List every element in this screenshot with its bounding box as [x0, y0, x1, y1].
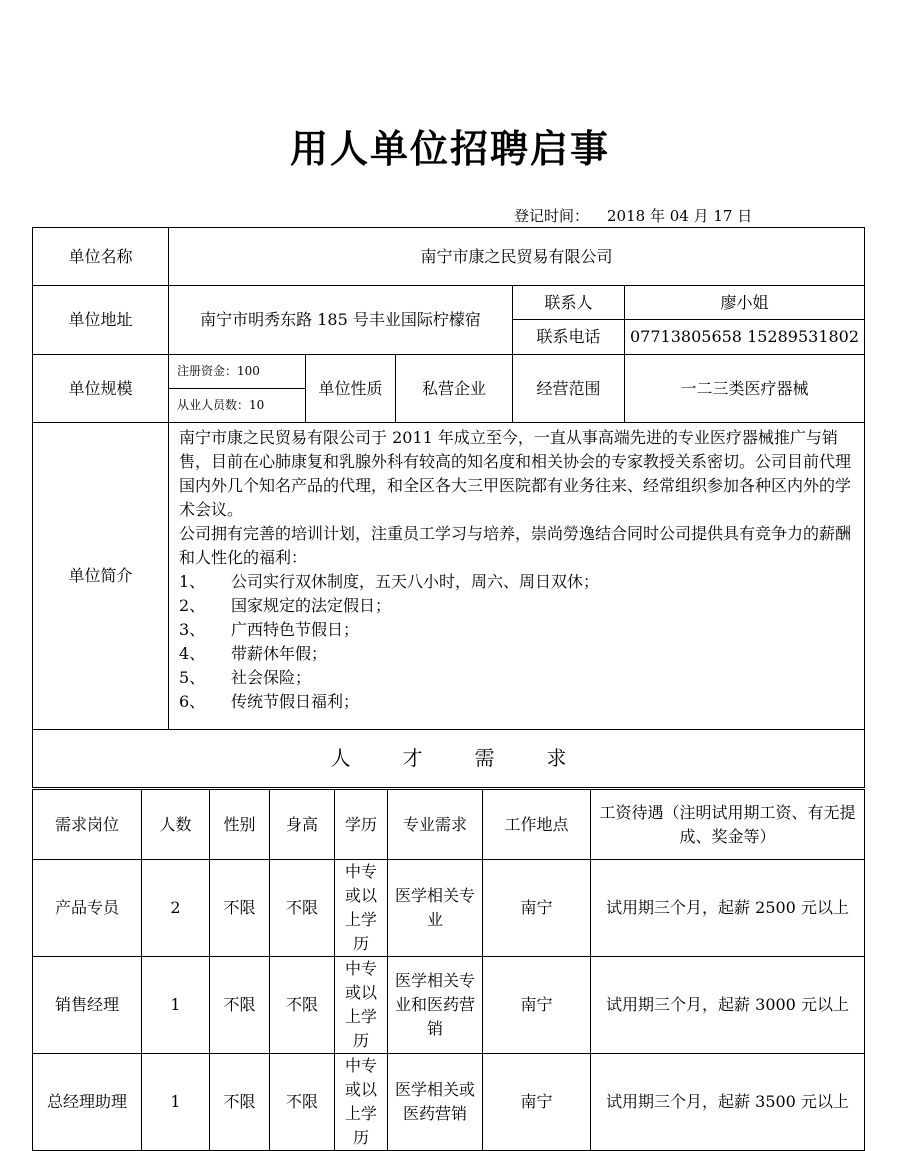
intro-paragraph-1: 南宁市康之民贸易有限公司于 2011 年成立至今，一直从事高端先进的专业医疗器械推广与销售，目前在心肺康复和乳腺外科有较高的知名度和相关协会的专家教授关系密切。公司目前代理国内外几个知名产品的代理，和全区各大三甲医院都有业务往来、经常组织参加各种区内外的学术会议。 [179, 428, 852, 519]
phone-label: 联系电话 [513, 320, 625, 355]
registered-capital: 注册资金：100 [169, 355, 306, 389]
table-row [33, 957, 865, 1054]
job-education: 中专或以上学历 [335, 1054, 388, 1151]
company-info-table [32, 227, 865, 788]
company-name: 南宁市康之民贸易有限公司 [169, 228, 865, 286]
page-title: 用人单位招聘启事 [289, 127, 610, 171]
job-gender: 不限 [210, 957, 270, 1054]
header-location: 工作地点 [483, 790, 591, 860]
job-height: 不限 [270, 860, 335, 957]
job-gender: 不限 [210, 1054, 270, 1151]
contact-person: 廖小姐 [625, 286, 865, 320]
scope: 一二三类医疗器械 [625, 355, 865, 423]
header-salary: 工资待遇（注明试用期工资、有无提成、奖金等） [591, 790, 865, 860]
scope-label: 经营范围 [513, 355, 625, 423]
job-position: 总经理助理 [33, 1054, 142, 1151]
employee-count: 从业人员数：10 [169, 389, 306, 423]
intro-paragraph-2: 公司拥有完善的培训计划，注重员工学习与培养，崇尚勞逸结合同时公司提供具有竞争力的薪酬和人性化的福利： [179, 524, 852, 567]
header-position: 需求岗位 [33, 790, 142, 860]
registration-date [514, 205, 752, 226]
job-salary: 试用期三个月，起薪 3500 元以上 [591, 1054, 865, 1151]
job-gender: 不限 [210, 860, 270, 957]
benefit-item: 1、 公司实行双休制度，五天八小时，周六、周日双休； [179, 572, 600, 591]
job-location: 南宁 [483, 860, 591, 957]
table-row [33, 1054, 865, 1151]
address: 南宁市明秀东路 185 号丰业国际柠檬宿 [169, 286, 513, 355]
benefit-item: 6、 传统节假日福利； [179, 692, 360, 711]
job-count: 1 [142, 957, 210, 1054]
nature: 私营企业 [396, 355, 513, 423]
header-count: 人数 [142, 790, 210, 860]
benefit-item: 3、 广西特色节假日； [179, 620, 360, 639]
intro-label: 单位简介 [33, 423, 169, 730]
job-major: 医学相关专业和医药营销 [388, 957, 483, 1054]
header-height: 身高 [270, 790, 335, 860]
table-row [33, 860, 865, 957]
job-demand-table [32, 789, 865, 1151]
job-education: 中专或以上学历 [335, 860, 388, 957]
benefit-item: 4、 带薪休年假； [179, 644, 328, 663]
contact-label: 联系人 [513, 286, 625, 320]
job-position: 产品专员 [33, 860, 142, 957]
job-major: 医学相关专业 [388, 860, 483, 957]
job-height: 不限 [270, 1054, 335, 1151]
company-intro [169, 423, 865, 730]
job-count: 2 [142, 860, 210, 957]
job-position: 销售经理 [33, 957, 142, 1054]
header-education: 学历 [335, 790, 388, 860]
registration-value: 2018 年 04 月 17 日 [607, 207, 753, 225]
scale-label: 单位规模 [33, 355, 169, 423]
job-salary: 试用期三个月，起薪 3000 元以上 [591, 957, 865, 1054]
job-education: 中专或以上学历 [335, 957, 388, 1054]
job-count: 1 [142, 1054, 210, 1151]
job-height: 不限 [270, 957, 335, 1054]
nature-label: 单位性质 [306, 355, 396, 423]
job-location: 南宁 [483, 957, 591, 1054]
registration-label: 登记时间： [514, 207, 590, 225]
talent-demand-heading: 人才需求 [33, 730, 865, 788]
company-name-label: 单位名称 [33, 228, 169, 286]
header-gender: 性别 [210, 790, 270, 860]
address-label: 单位地址 [33, 286, 169, 355]
job-location: 南宁 [483, 1054, 591, 1151]
job-major: 医学相关或医药营销 [388, 1054, 483, 1151]
job-salary: 试用期三个月，起薪 2500 元以上 [591, 860, 865, 957]
benefit-item: 5、 社会保险； [179, 668, 312, 687]
header-major: 专业需求 [388, 790, 483, 860]
benefit-item: 2、 国家规定的法定假日； [179, 596, 392, 615]
phone: 07713805658 15289531802 [625, 320, 865, 355]
